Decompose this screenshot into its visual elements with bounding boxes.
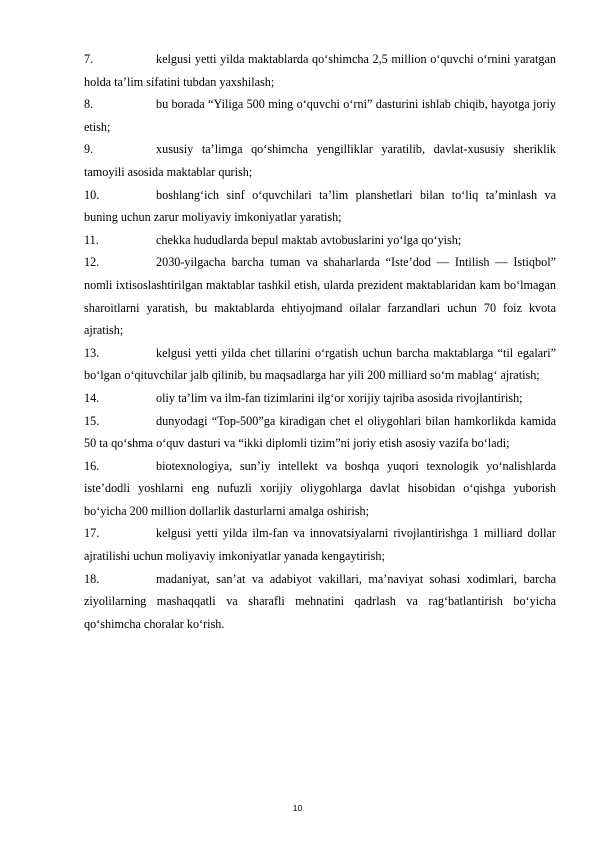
list-item-text: dunyodagi “Top-500”ga kiradigan chet el oliygohlari bilan hamkorlikda kamida 50 ta qo‘shma o‘quv dasturi va “ikki diplomli tizim”ni joriy etish asosiy vazifa bo‘ladi; [84, 413, 556, 451]
list-item [84, 138, 556, 183]
list-item [84, 522, 556, 567]
list-item-number: 17. [84, 526, 100, 541]
page-number: 10 [292, 803, 303, 813]
list-item [84, 251, 556, 341]
list-item-text: chekka hududlarda bepul maktab avtobuslarini yo‘lga qo‘yish; [156, 232, 462, 247]
list-item-text: oliy ta’lim va ilm-fan tizimlarini ilg‘or xorijiy tajriba asosida rivojlantirish; [156, 390, 523, 405]
list-item-text: biotexnologiya, sun’iy intellekt va boshqa yuqori texnologik yo‘nalishlarda iste’dodli yoshlarni eng nufuzli xorijiy oliygohlarga davlat hisobidan o‘qishga yuborish bo‘yicha 200 million dollarlik dasturlarni amalga oshirish; [84, 458, 556, 518]
list-item [84, 229, 556, 252]
list-item-number: 9. [84, 142, 94, 157]
list-item-text: xususiy ta’limga qo‘shimcha yengilliklar yaratilib, davlat-xususiy sheriklik tamoyili asosida maktablar qurish; [84, 142, 556, 179]
list-item [84, 568, 556, 636]
list-item-number: 8. [84, 97, 94, 112]
list-item [84, 93, 556, 138]
list-item-number: 18. [84, 571, 100, 586]
list-item-text: madaniyat, san’at va adabiyot vakillari, ma’naviyat sohasi xodimlari, barcha ziyolilarning mashaqqatli va sharafli mehnatini qadrlash va rag‘batlantirish bo‘yicha qo‘shimcha choralar ko‘rish. [84, 571, 556, 631]
list-item-text: kelgusi yetti yilda ilm-fan va innovatsiyalarni rivojlantirishga 1 milliard dollar ajratilishi uchun moliyaviy imkoniyatlar yanada kengaytirish; [84, 526, 556, 564]
list-item-text: 2030-yilgacha barcha tuman va shaharlarda “Iste’dod — Intilish — Istiqbol” nomli ixtisoslashtirilgan maktablar tashkil etish, ularda prezident maktablaridan kam bo‘lmagan sharoitlarni yaratish, bu maktablarda ehtiyojmand oilalar farzandlari uchun 70 foiz kvota ajratish; [84, 255, 556, 338]
list-item-text: kelgusi yetti yilda maktablarda qo‘shimcha 2,5 million o‘quvchi o‘rnini yaratgan holda ta’lim sifatini tubdan yaxshilash; [84, 52, 556, 89]
document-body [84, 48, 556, 635]
list-item-number: 16. [84, 458, 100, 473]
list-item-number: 14. [84, 390, 100, 405]
list-item-number: 11. [84, 232, 99, 247]
list-item-number: 7. [84, 52, 94, 66]
list-item-number: 13. [84, 345, 100, 360]
list-item [84, 342, 556, 387]
list-item [84, 184, 556, 229]
list-item-text: bu borada “Yiliga 500 ming o‘quvchi o‘rni” dasturini ishlab chiqib, hayotga joriy etish; [84, 97, 556, 134]
list-item-text: boshlang‘ich sinf o‘quvchilari ta’lim planshetlari bilan to‘liq ta’minlash va buning uchun zarur moliyaviy imkoniyatlar yaratish; [84, 187, 556, 225]
list-item-number: 10. [84, 187, 100, 202]
list-item [84, 48, 556, 93]
list-item-number: 12. [84, 255, 100, 270]
list-item [84, 410, 556, 455]
list-item [84, 455, 556, 523]
list-item-text: kelgusi yetti yilda chet tillarini o‘rgatish uchun barcha maktablarga “til egalari” bo‘lgan o‘qituvchilar jalb qilinib, bu maqsadlarga har yili 200 milliard so‘m mablag‘ ajratish; [84, 345, 556, 383]
list-item-number: 15. [84, 413, 100, 428]
list-item [84, 387, 556, 410]
